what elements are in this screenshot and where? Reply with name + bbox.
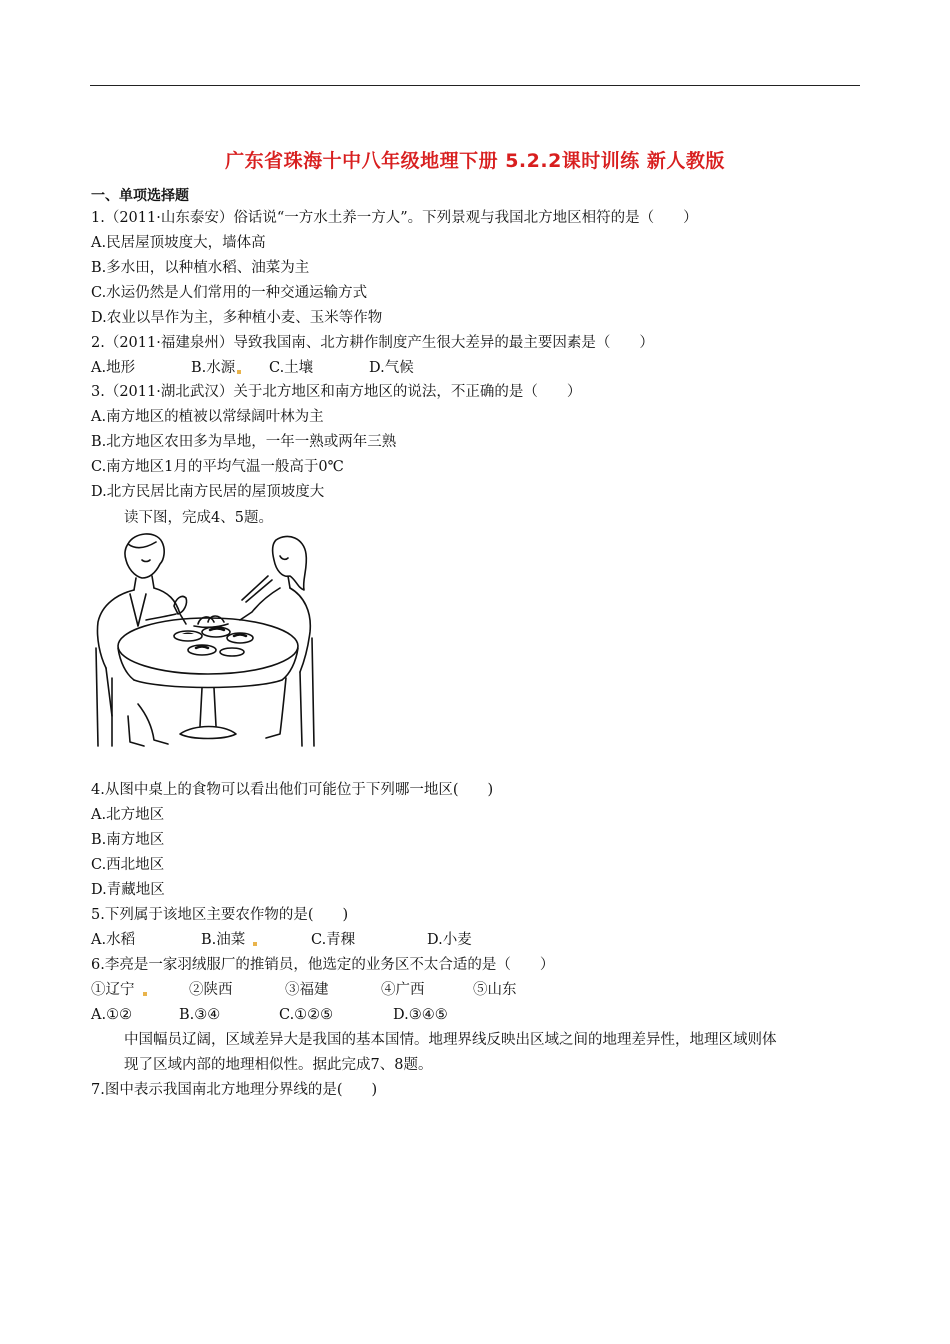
q3-option-c: C.南方地区1月的平均气温一般高于0℃ bbox=[91, 459, 344, 475]
q5-option-d: D.小麦 bbox=[427, 932, 472, 948]
dining-illustration bbox=[90, 528, 320, 756]
q6-place-4: ④广西 bbox=[381, 982, 425, 998]
q7-stem: 7.图中表示我国南北方地理分界线的是( ) bbox=[91, 1082, 378, 1098]
q6-options bbox=[91, 1006, 448, 1024]
q5-option-a: A.水稻 bbox=[91, 932, 136, 948]
q6-places bbox=[91, 981, 517, 999]
q3-option-d: D.北方民居比南方民居的屋顶坡度大 bbox=[91, 484, 325, 500]
q6-place-3: ③福建 bbox=[285, 982, 329, 998]
q1-option-d: D.农业以旱作为主，多种植小麦、玉米等作物 bbox=[91, 310, 383, 326]
q6-option-b: B.③④ bbox=[179, 1007, 221, 1023]
highlight-mark bbox=[237, 370, 241, 374]
q2-options bbox=[91, 359, 414, 377]
header-rule bbox=[90, 85, 860, 86]
q2-option-a: A.地形 bbox=[91, 360, 136, 376]
context-paragraph-line2: 现了区域内部的地理相似性。据此完成7、8题。 bbox=[124, 1057, 433, 1073]
context-paragraph-line1: 中国幅员辽阔，区域差异大是我国的基本国情。地理界线反映出区域之间的地理差异性，地理区域则体 bbox=[124, 1032, 777, 1048]
page-title: 广东省珠海十中八年级地理下册 5.2.2课时训练 新人教版 bbox=[225, 150, 725, 172]
q2-option-b: B.水源 bbox=[191, 359, 269, 377]
q4-stem: 4.从图中桌上的食物可以看出他们可能位于下列哪一地区( ) bbox=[91, 782, 494, 798]
q3-option-a: A.南方地区的植被以常绿阔叶林为主 bbox=[91, 409, 324, 425]
q6-option-c: C.①②⑤ bbox=[279, 1007, 334, 1023]
q1-stem: 1.（2011·山东泰安）俗话说“一方水土养一方人”。下列景观与我国北方地区相符的是（ ） bbox=[91, 210, 698, 226]
q3-option-b: B.北方地区农田多为旱地，一年一熟或两年三熟 bbox=[91, 434, 397, 450]
q5-option-c: C.青稞 bbox=[311, 932, 356, 948]
q2-option-c: C.土壤 bbox=[269, 360, 314, 376]
q4-option-c: C.西北地区 bbox=[91, 857, 165, 873]
q3-stem: 3.（2011·湖北武汉）关于北方地区和南方地区的说法，不正确的是（ ） bbox=[91, 384, 582, 400]
q6-option-a: A.①② bbox=[91, 1007, 133, 1023]
q6-option-d: D.③④⑤ bbox=[393, 1007, 448, 1023]
q4-option-d: D.青藏地区 bbox=[91, 882, 165, 898]
q6-place-2: ②陕西 bbox=[189, 982, 233, 998]
q6-stem: 6.李亮是一家羽绒服厂的推销员，他选定的业务区不太合适的是（ ） bbox=[91, 957, 555, 973]
q1-option-c: C.水运仍然是人们常用的一种交通运输方式 bbox=[91, 285, 368, 301]
q5-options bbox=[91, 931, 472, 949]
q6-place-1: ①辽宁 bbox=[91, 981, 189, 999]
q1-option-b: B.多水田，以种植水稻、油菜为主 bbox=[91, 260, 310, 276]
q2-stem: 2.（2011·福建泉州）导致我国南、北方耕作制度产生很大差异的最主要因素是（ ） bbox=[91, 335, 654, 351]
q5-stem: 5.下列属于该地区主要农作物的是( ) bbox=[91, 907, 349, 923]
highlight-mark bbox=[253, 942, 257, 946]
read-figure-instruction: 读下图，完成4、5题。 bbox=[124, 510, 273, 526]
q5-option-b: B.油菜 bbox=[201, 931, 311, 949]
q1-option-a: A.民居屋顶坡度大，墙体高 bbox=[91, 235, 266, 251]
q6-place-5: ⑤山东 bbox=[473, 982, 517, 998]
q2-option-d: D.气候 bbox=[369, 360, 414, 376]
q4-option-b: B.南方地区 bbox=[91, 832, 165, 848]
section-heading: 一、单项选择题 bbox=[91, 188, 189, 204]
q4-option-a: A.北方地区 bbox=[91, 807, 165, 823]
highlight-mark bbox=[143, 992, 147, 996]
